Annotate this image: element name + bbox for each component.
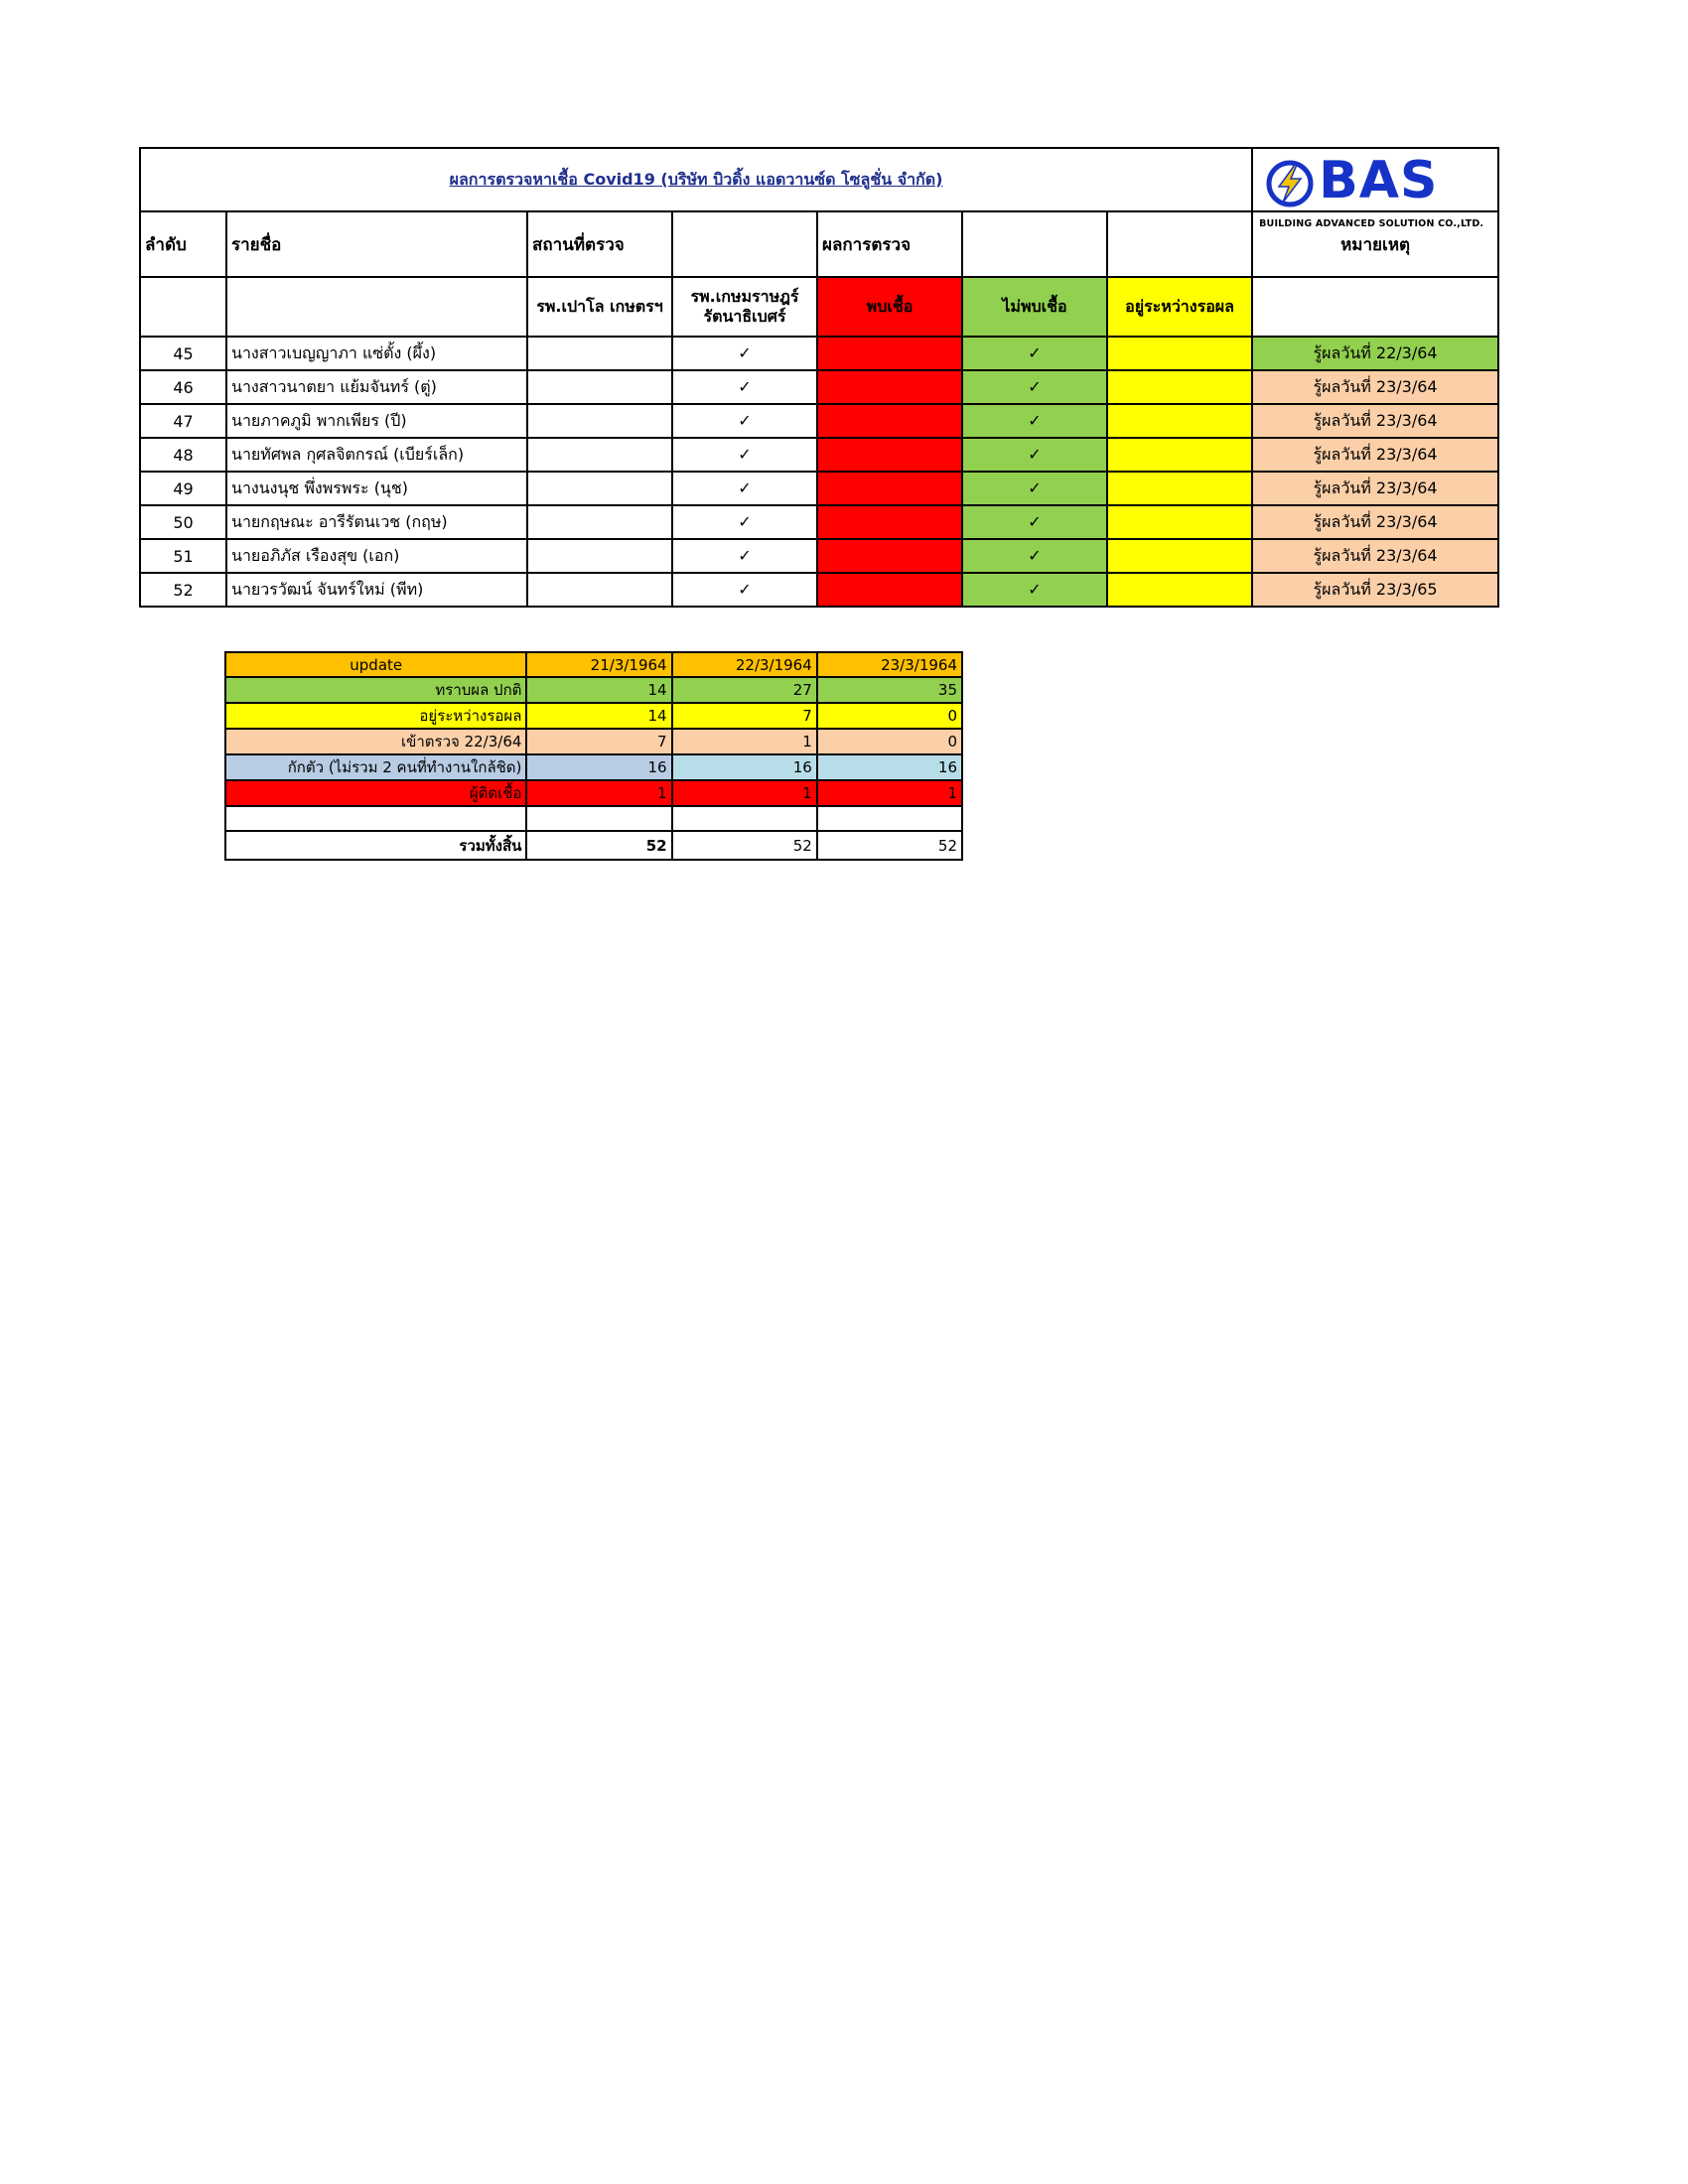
table-row bbox=[140, 505, 1498, 539]
row-waiting bbox=[1107, 472, 1252, 505]
row-remark: รู้ผลวันที่ 23/3/64 bbox=[1252, 404, 1498, 438]
row-no: 45 bbox=[140, 337, 226, 370]
summary-value: 7 bbox=[672, 703, 817, 729]
subheader-empty-3 bbox=[1252, 277, 1498, 337]
row-found bbox=[817, 438, 962, 472]
row-found bbox=[817, 404, 962, 438]
row-name: นางสาวนาตยา แย้มจันทร์ (ตู่) bbox=[226, 370, 527, 404]
check-mark-icon: ✓ bbox=[962, 539, 1107, 573]
summary-value: 16 bbox=[672, 754, 817, 780]
subheader-empty-2 bbox=[226, 277, 527, 337]
summary-date-2: 22/3/1964 bbox=[672, 652, 817, 677]
row-no: 46 bbox=[140, 370, 226, 404]
summary-header-label: update bbox=[225, 652, 526, 677]
row-name: นายทัศพล กุศลจิตกรณ์ (เบียร์เล็ก) bbox=[226, 438, 527, 472]
row-no: 50 bbox=[140, 505, 226, 539]
summary-table bbox=[224, 651, 963, 861]
row-name: นายวรวัฒน์ จันทร์ใหม่ (พีท) bbox=[226, 573, 527, 607]
row-name: นายอภิภัส เรืองสุข (เอก) bbox=[226, 539, 527, 573]
row-waiting bbox=[1107, 573, 1252, 607]
row-waiting bbox=[1107, 404, 1252, 438]
summary-value: 35 bbox=[817, 677, 962, 703]
header-name: รายชื่อ bbox=[226, 211, 527, 277]
row-remark: รู้ผลวันที่ 23/3/65 bbox=[1252, 573, 1498, 607]
table-row bbox=[140, 573, 1498, 607]
row-name: นางสาวเบญญาภา แซ่ตั้ง (ผึ้ง) bbox=[226, 337, 527, 370]
row-found bbox=[817, 337, 962, 370]
header-remark: หมายเหตุ bbox=[1252, 211, 1498, 277]
check-mark-icon: ✓ bbox=[672, 539, 817, 573]
logo-subtitle: BUILDING ADVANCED SOLUTION CO.,LTD. bbox=[1259, 218, 1484, 229]
summary-value: 1 bbox=[672, 780, 817, 806]
summary-value: 7 bbox=[526, 729, 671, 754]
summary-value: 14 bbox=[526, 703, 671, 729]
row-no: 52 bbox=[140, 573, 226, 607]
check-mark-icon: ✓ bbox=[672, 472, 817, 505]
header-no: ลำดับ bbox=[140, 211, 226, 277]
summary-blank bbox=[817, 806, 962, 831]
row-place1 bbox=[527, 370, 672, 404]
check-mark-icon: ✓ bbox=[672, 404, 817, 438]
check-mark-icon: ✓ bbox=[672, 370, 817, 404]
summary-value: 1 bbox=[817, 780, 962, 806]
check-mark-icon: ✓ bbox=[672, 505, 817, 539]
check-mark-icon: ✓ bbox=[962, 472, 1107, 505]
row-no: 48 bbox=[140, 438, 226, 472]
row-name: นายกฤษณะ อารีรัตนเวช (กฤษ) bbox=[226, 505, 527, 539]
subheader-empty-1 bbox=[140, 277, 226, 337]
subheader-not-found: ไม่พบเชื้อ bbox=[962, 277, 1107, 337]
summary-value: 1 bbox=[526, 780, 671, 806]
check-mark-icon: ✓ bbox=[962, 505, 1107, 539]
check-mark-icon: ✓ bbox=[962, 573, 1107, 607]
subheader-place2: รพ.เกษมราษฎร์ รัตนาธิเบศร์ bbox=[672, 277, 817, 337]
summary-label-infected: ผู้ติดเชื้อ bbox=[225, 780, 526, 806]
summary-date-1: 21/3/1964 bbox=[526, 652, 671, 677]
summary-value: 0 bbox=[817, 703, 962, 729]
header-empty-1 bbox=[672, 211, 817, 277]
row-place1 bbox=[527, 573, 672, 607]
check-mark-icon: ✓ bbox=[962, 404, 1107, 438]
row-name: นางนงนุช พึ่งพรพระ (นุช) bbox=[226, 472, 527, 505]
subheader-found: พบเชื้อ bbox=[817, 277, 962, 337]
row-place1 bbox=[527, 404, 672, 438]
row-waiting bbox=[1107, 505, 1252, 539]
check-mark-icon: ✓ bbox=[962, 337, 1107, 370]
row-found bbox=[817, 472, 962, 505]
row-found bbox=[817, 539, 962, 573]
summary-blank bbox=[526, 806, 671, 831]
summary-total-value: 52 bbox=[526, 831, 671, 860]
row-waiting bbox=[1107, 337, 1252, 370]
table-row bbox=[140, 370, 1498, 404]
table-row bbox=[140, 337, 1498, 370]
page-title: ผลการตรวจหาเชื้อ Covid19 (บริษัท บิวดิ้ง แอดวานซ์ด โซลูชั่น จำกัด) bbox=[140, 148, 1252, 211]
summary-label-quarantine: กักตัว (ไม่รวม 2 คนที่ทำงานใกล้ชิด) bbox=[225, 754, 526, 780]
subheader-place1: รพ.เปาโล เกษตรฯ bbox=[527, 277, 672, 337]
row-found bbox=[817, 573, 962, 607]
summary-blank bbox=[225, 806, 526, 831]
summary-value: 14 bbox=[526, 677, 671, 703]
row-place1 bbox=[527, 505, 672, 539]
row-remark: รู้ผลวันที่ 23/3/64 bbox=[1252, 472, 1498, 505]
row-remark: รู้ผลวันที่ 23/3/64 bbox=[1252, 438, 1498, 472]
row-remark: รู้ผลวันที่ 23/3/64 bbox=[1252, 539, 1498, 573]
check-mark-icon: ✓ bbox=[962, 370, 1107, 404]
table-row bbox=[140, 404, 1498, 438]
check-mark-icon: ✓ bbox=[962, 438, 1107, 472]
row-no: 51 bbox=[140, 539, 226, 573]
row-waiting bbox=[1107, 438, 1252, 472]
company-logo bbox=[1252, 148, 1498, 229]
row-no: 47 bbox=[140, 404, 226, 438]
summary-value: 27 bbox=[672, 677, 817, 703]
table-row bbox=[140, 472, 1498, 505]
row-remark: รู้ผลวันที่ 23/3/64 bbox=[1252, 505, 1498, 539]
table-row bbox=[140, 539, 1498, 573]
summary-total-value: 52 bbox=[672, 831, 817, 860]
summary-total-value: 52 bbox=[817, 831, 962, 860]
row-place1 bbox=[527, 438, 672, 472]
check-mark-icon: ✓ bbox=[672, 438, 817, 472]
subheader-waiting: อยู่ระหว่างรอผล bbox=[1107, 277, 1252, 337]
row-place1 bbox=[527, 472, 672, 505]
summary-value: 1 bbox=[672, 729, 817, 754]
header-empty-3 bbox=[1107, 211, 1252, 277]
lightning-bolt-icon bbox=[1265, 159, 1315, 208]
row-found bbox=[817, 505, 962, 539]
summary-value: 16 bbox=[817, 754, 962, 780]
summary-label-tested: เข้าตรวจ 22/3/64 bbox=[225, 729, 526, 754]
check-mark-icon: ✓ bbox=[672, 573, 817, 607]
summary-total-label: รวมทั้งสิ้น bbox=[225, 831, 526, 860]
header-place: สถานที่ตรวจ bbox=[527, 211, 672, 277]
summary-value: 0 bbox=[817, 729, 962, 754]
row-found bbox=[817, 370, 962, 404]
summary-label-waiting: อยู่ระหว่างรอผล bbox=[225, 703, 526, 729]
row-place1 bbox=[527, 337, 672, 370]
covid-results-table bbox=[139, 147, 1499, 608]
row-name: นายภาคภูมิ พากเพียร (ปี) bbox=[226, 404, 527, 438]
header-empty-2 bbox=[962, 211, 1107, 277]
header-result: ผลการตรวจ bbox=[817, 211, 962, 277]
check-mark-icon: ✓ bbox=[672, 337, 817, 370]
table-row bbox=[140, 438, 1498, 472]
summary-date-3: 23/3/1964 bbox=[817, 652, 962, 677]
logo-text: BAS bbox=[1319, 151, 1439, 210]
summary-blank bbox=[672, 806, 817, 831]
row-no: 49 bbox=[140, 472, 226, 505]
row-waiting bbox=[1107, 370, 1252, 404]
row-waiting bbox=[1107, 539, 1252, 573]
row-remark: รู้ผลวันที่ 23/3/64 bbox=[1252, 370, 1498, 404]
row-remark: รู้ผลวันที่ 22/3/64 bbox=[1252, 337, 1498, 370]
summary-value: 16 bbox=[526, 754, 671, 780]
summary-label-normal: ทราบผล ปกติ bbox=[225, 677, 526, 703]
row-place1 bbox=[527, 539, 672, 573]
